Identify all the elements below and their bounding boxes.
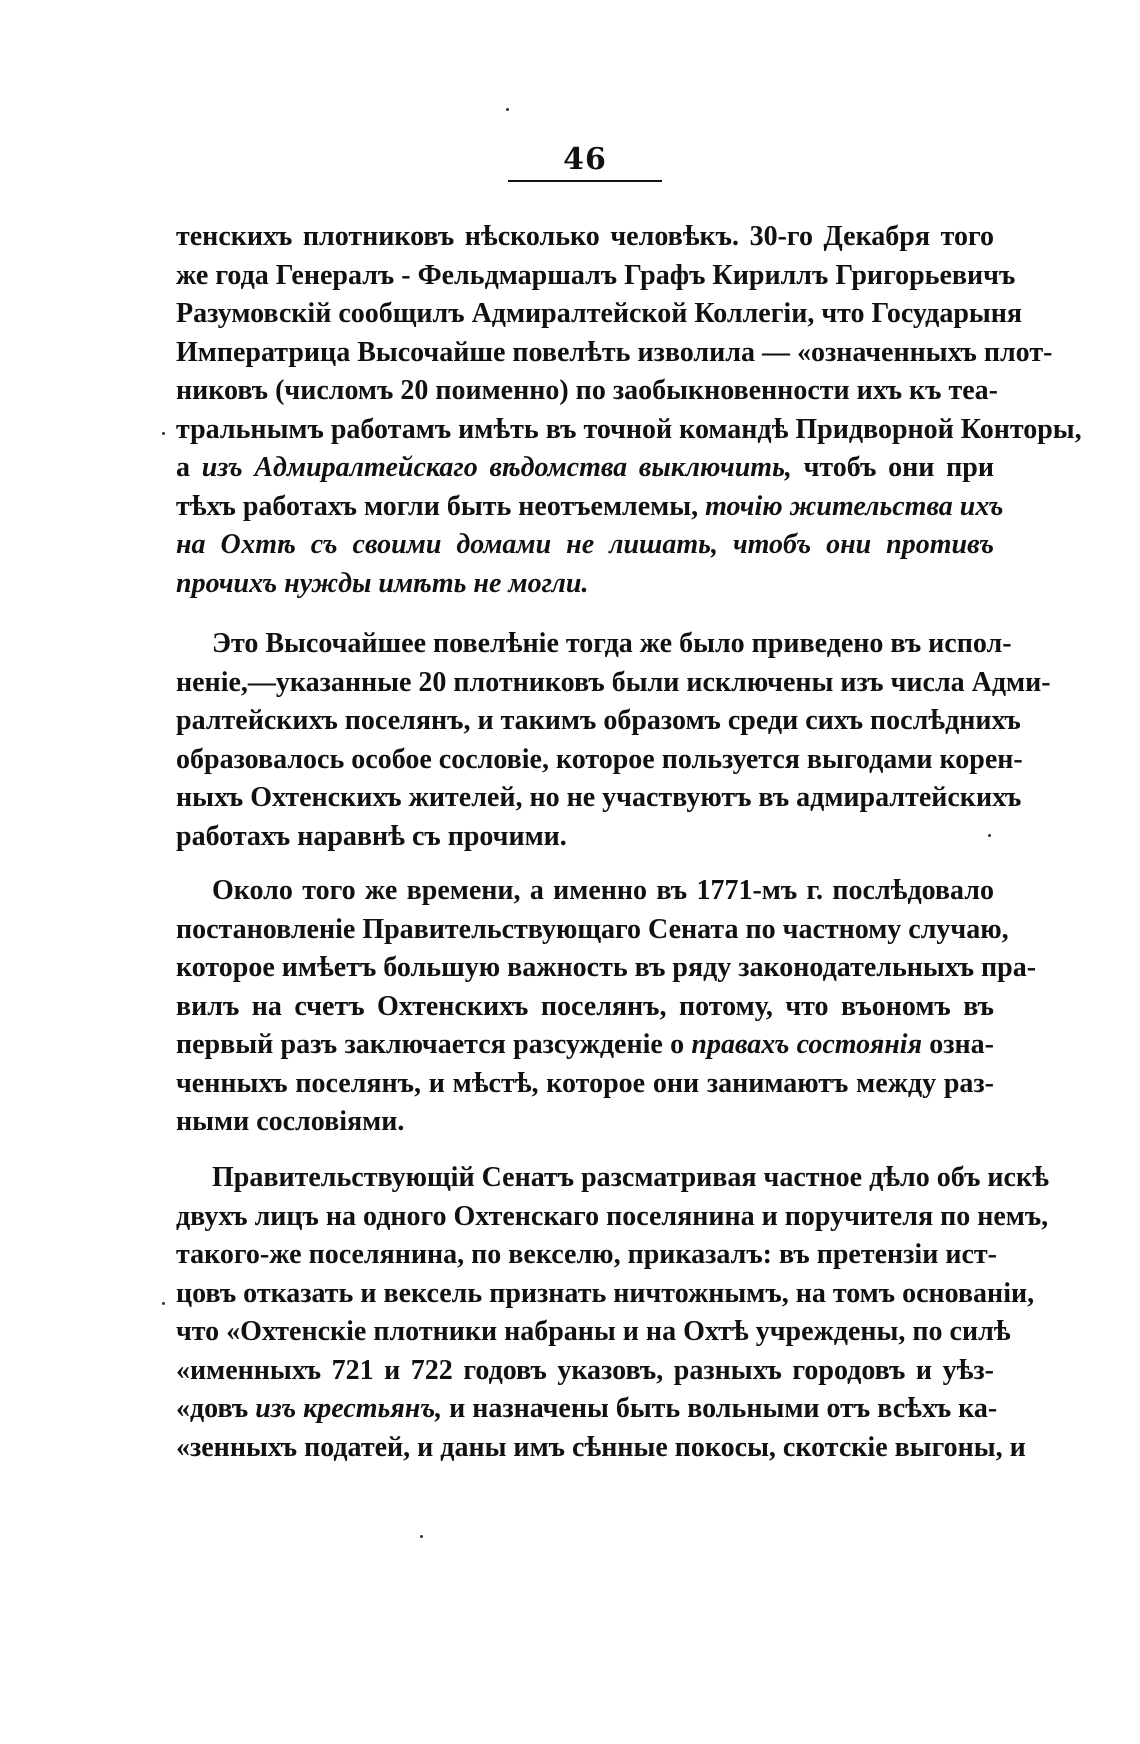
text-line	[176, 1026, 994, 1065]
text-line	[176, 488, 1004, 527]
text-line: Это Высочайшее повелѣніе тогда же было приведено въ испол-	[212, 628, 1012, 659]
scan-speck	[162, 1302, 165, 1305]
paragraph-2	[176, 625, 1051, 856]
text-run: озна-	[922, 1029, 994, 1060]
text-line: ныхъ Охтенскихъ жителей, но не участвуютъ въ адмиралтейскихъ	[176, 782, 1022, 813]
paragraph-4	[176, 1159, 1049, 1467]
text-line: постановленіе Правительствующаго Сената по частному случаю,	[176, 913, 1009, 945]
text-line: Разумовскій сообщилъ Адмиралтейской Коллегіи, что Государыня	[176, 298, 1023, 329]
italic-text-run: изъ Адмиралтейскаго вѣдомства выключить,	[201, 452, 792, 483]
text-line: Около того же времени, а именно въ 1771-мъ г. послѣдовало	[212, 875, 994, 906]
text-line: неніе,—указанные 20 плотниковъ были исключены изъ числа Адми-	[176, 666, 1051, 698]
text-line: работахъ наравнѣ съ прочими.	[176, 820, 567, 852]
text-line: которое имѣетъ большую важность въ ряду законодательныхъ пра-	[176, 952, 1037, 983]
paragraph-3	[176, 872, 1037, 1142]
scan-speck	[988, 834, 991, 837]
scan-speck	[162, 432, 165, 435]
text-line: двухъ лицъ на одного Охтенскаго поселянина и поручителя по немъ,	[176, 1200, 1049, 1232]
text-line	[176, 449, 994, 488]
text-line: ными сословіями.	[176, 1106, 405, 1137]
text-run: и назначены быть вольными отъ всѣхъ ка-	[442, 1393, 998, 1424]
italic-text-run: правахъ состоянія	[691, 1029, 922, 1060]
italic-text-run: точію жительства ихъ	[705, 490, 1004, 522]
text-run: чтобъ они при	[791, 452, 995, 483]
text-line: тральнымъ работамъ имѣть въ точной командѣ Придворной Конторы,	[176, 413, 1082, 445]
text-line: такого-же поселянина, по векселю, приказалъ: въ претензіи ист-	[176, 1239, 997, 1270]
text-line: что «Охтенскіе плотники набраны и на Охтѣ учреждены, по силѣ	[176, 1316, 1011, 1347]
text-line: Правительствующій Сенатъ разсматривая частное дѣло объ искѣ	[212, 1162, 1049, 1193]
text-run: а	[176, 452, 202, 483]
text-line: никовъ (числомъ 20 поименно) по заобыкновенности ихъ къ теа-	[176, 375, 998, 406]
text-run: «довъ	[176, 1393, 256, 1424]
text-run: первый разъ заключается разсужденіе о	[176, 1029, 692, 1060]
text-line: ралтейскихъ поселянъ, и такимъ образомъ среди сихъ послѣднихъ	[176, 705, 1021, 736]
scan-speck	[420, 1535, 423, 1538]
text-line: вилъ на счетъ Охтенскихъ поселянъ, потому, что въономъ въ	[176, 990, 994, 1022]
text-line	[176, 1390, 998, 1429]
text-line: Императрица Высочайше повелѣть изволила — «означенныхъ плот-	[176, 336, 1053, 368]
paragraph-1	[176, 218, 1082, 603]
text-line: ченныхъ поселянъ, и мѣстѣ, которое они занимаютъ между раз-	[176, 1067, 994, 1099]
page-number-rule	[508, 180, 662, 182]
text-line: тенскихъ плотниковъ нѣсколько человѣкъ. 30-го Декабря того	[176, 221, 994, 252]
page-number: 46	[563, 142, 607, 177]
text-run: тѣхъ работахъ могли быть неотъемлемы,	[176, 490, 706, 522]
text-line: же года Генералъ - Фельдмаршалъ Графъ Кириллъ Григорьевичъ	[176, 259, 1016, 291]
text-line: образовалось особое сословіе, которое пользуется выгодами корен-	[176, 743, 1023, 775]
text-line: на Охтѣ съ своими домами не лишать, чтобъ они противъ	[176, 529, 994, 560]
text-line: «именныхъ 721 и 722 годовъ указовъ, разныхъ городовъ и уѣз-	[176, 1354, 994, 1386]
italic-text-run: изъ крестьянъ,	[255, 1393, 443, 1424]
text-line: прочихъ нужды имѣть не могли.	[176, 567, 589, 599]
text-line: цовъ отказать и вексель признать ничтожнымъ, на томъ основаніи,	[176, 1277, 1035, 1309]
text-line: «зенныхъ податей, и даны имъ сѣнные покосы, скотскіе выгоны, и	[176, 1431, 1026, 1463]
scan-speck	[506, 108, 509, 111]
